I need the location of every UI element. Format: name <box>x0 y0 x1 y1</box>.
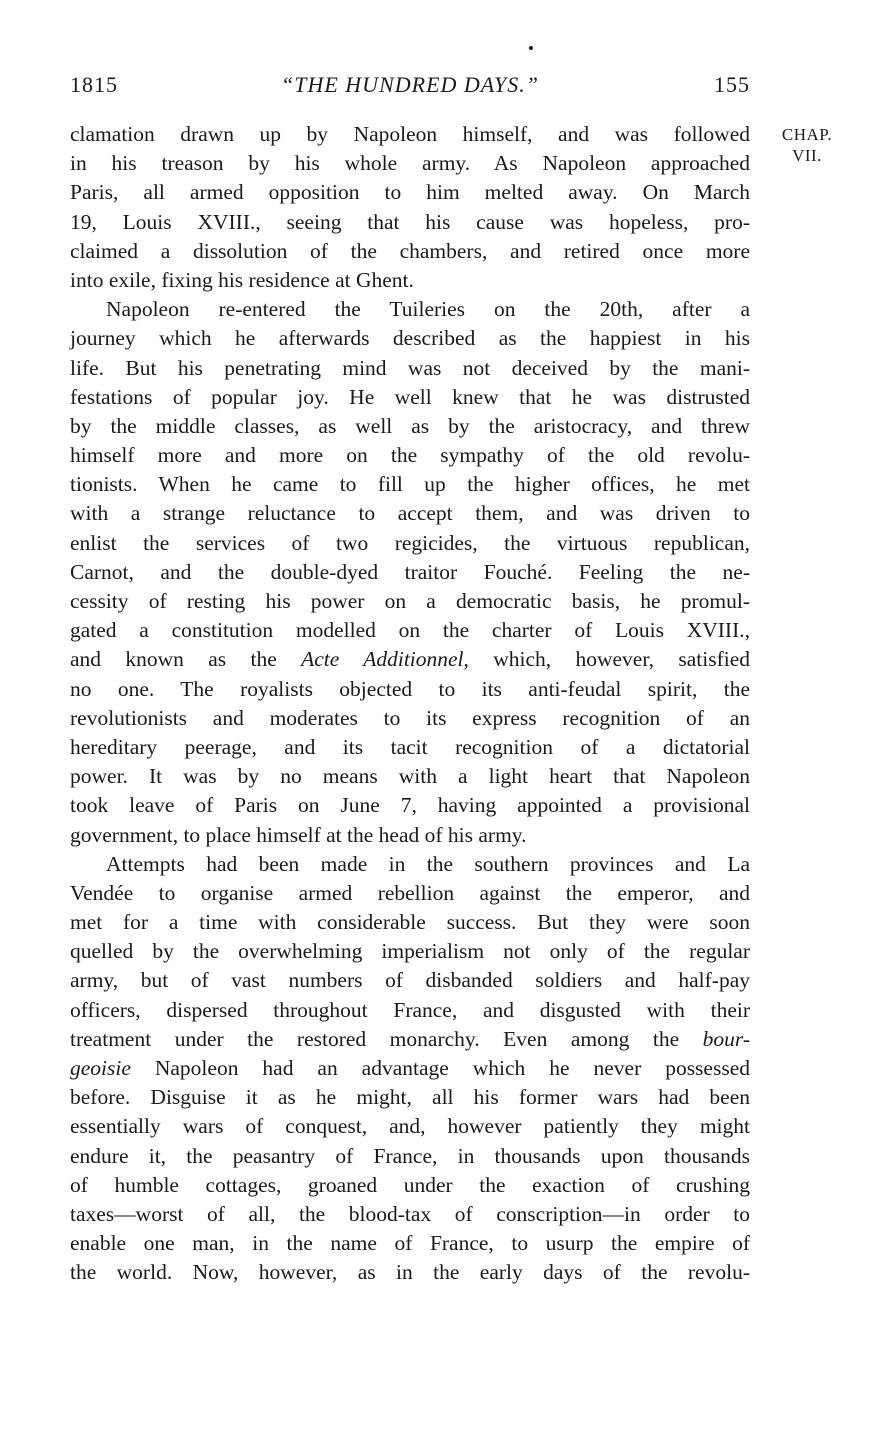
text-line: enlist the services of two regicides, the virtuous republican, <box>70 530 750 555</box>
text-line: Attempts had been made in the southern provinces and La <box>106 851 750 876</box>
text-line: enable one man, in the name of France, to usurp the empire of <box>70 1231 750 1256</box>
text-line: tionists. When he came to fill up the higher offices, he met <box>70 472 750 497</box>
header-title: “THE HUNDRED DAYS.” <box>281 72 539 97</box>
text-line: into exile, fixing his residence at Ghent. <box>70 267 414 292</box>
text-line: Napoleon re-entered the Tuileries on the 20th, after a <box>106 297 750 322</box>
body-text <box>70 120 750 1288</box>
text-segment: , which, however, satisfied <box>463 647 750 672</box>
text-line: no one. The royalists objected to its anti-feudal spirit, the <box>70 676 750 701</box>
chapter-number: VII. <box>792 146 822 165</box>
running-header <box>70 72 750 106</box>
text-line: before. Disguise it as he might, all his former wars had been <box>70 1085 750 1110</box>
text-line: with a strange reluctance to accept them, and was driven to <box>70 501 750 526</box>
print-speck <box>529 46 533 50</box>
text-segment: treatment under the restored monarchy. Even among the <box>70 1026 703 1051</box>
text-line: journey which he afterwards described as the happiest in his <box>70 326 750 351</box>
text-line: by the middle classes, as well as by the aristocracy, and threw <box>70 413 750 438</box>
italic-title: Acte Additionnel <box>301 647 464 672</box>
italic-word: bour- <box>702 1026 750 1051</box>
text-line: himself more and more on the sympathy of the old revolu- <box>70 443 750 468</box>
chapter-label: CHAP. <box>781 125 833 144</box>
page-number: 155 <box>714 72 750 97</box>
chapter-margin-note <box>762 124 852 166</box>
text-line: 19, Louis XVIII., seeing that his cause was hopeless, pro- <box>70 209 750 234</box>
text-line: power. It was by no means with a light heart that Napoleon <box>70 764 750 789</box>
text-line: revolutionists and moderates to its express recognition of an <box>70 705 750 730</box>
text-line: Vendée to organise armed rebellion against the emperor, and <box>70 880 750 905</box>
text-line: hereditary peerage, and its tacit recognition of a dictatorial <box>70 734 750 759</box>
text-line: met for a time with considerable success. But they were soon <box>70 910 750 935</box>
text-line: clamation drawn up by Napoleon himself, and was followed <box>70 122 750 146</box>
text-line: officers, dispersed throughout France, and disgusted with their <box>70 997 750 1022</box>
text-line: quelled by the overwhelming imperialism not only of the regular <box>70 939 750 964</box>
text-line: in his treason by his whole army. As Napoleon approached <box>70 151 750 176</box>
text-line-mixed <box>70 1025 750 1054</box>
text-line: took leave of Paris on June 7, having appointed a provisional <box>70 793 750 818</box>
text-line: cessity of resting his power on a democratic basis, he promul- <box>70 589 750 613</box>
text-line: claimed a dissolution of the chambers, and retired once more <box>70 238 750 263</box>
text-line: Carnot, and the double-dyed traitor Fouché. Feeling the ne- <box>70 559 750 584</box>
text-line: government, to place himself at the head of his army. <box>70 822 527 847</box>
text-line: Paris, all armed opposition to him melted away. On March <box>70 180 750 205</box>
text-segment: and known as the <box>70 647 302 672</box>
text-line: taxes—worst of all, the blood-tax of conscription—in order to <box>70 1201 750 1226</box>
text-line: of humble cottages, groaned under the exaction of crushing <box>70 1172 750 1197</box>
text-line: the world. Now, however, as in the early days of the revolu- <box>70 1260 750 1285</box>
header-year: 1815 <box>70 72 118 97</box>
text-line-mixed <box>70 1054 750 1083</box>
italic-word: geoisie <box>70 1056 131 1080</box>
text-line: essentially wars of conquest, and, however patiently they might <box>70 1114 750 1139</box>
text-line-mixed <box>70 645 750 674</box>
text-line: festations of popular joy. He well knew that he was distrusted <box>70 384 750 409</box>
text-line: gated a constitution modelled on the charter of Louis XVIII., <box>70 618 750 643</box>
text-line: endure it, the peasantry of France, in thousands upon thousands <box>70 1143 750 1168</box>
text-segment: Napoleon had an advantage which he never possessed <box>130 1056 750 1080</box>
text-line: life. But his penetrating mind was not deceived by the mani- <box>70 355 750 380</box>
text-line: army, but of vast numbers of disbanded soldiers and half-pay <box>70 968 750 993</box>
